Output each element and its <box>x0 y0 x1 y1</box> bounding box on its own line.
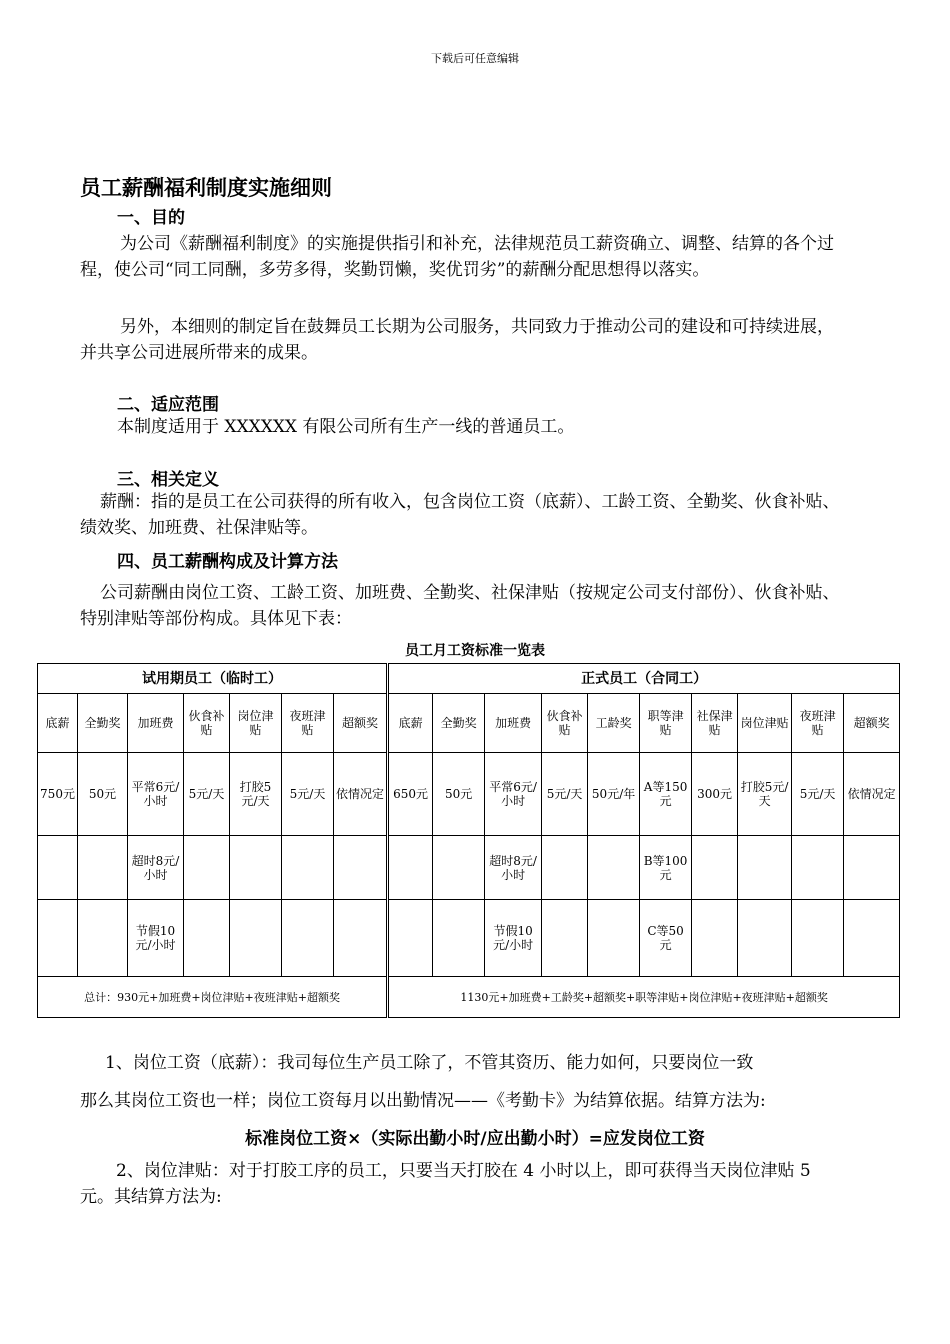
table-cell: 平常6元/小时 <box>485 753 542 836</box>
table-cell: 打胶5元/天 <box>738 753 792 836</box>
table-title: 员工月工资标准一览表 <box>405 643 545 659</box>
section-purpose-paragraph-2 <box>80 314 850 366</box>
column-header: 全勤奖 <box>433 694 485 753</box>
column-header: 超额奖 <box>334 694 388 753</box>
table-cell <box>388 900 433 977</box>
table-total-row <box>38 977 900 1018</box>
table-row <box>38 753 900 836</box>
column-header: 底薪 <box>38 694 78 753</box>
paragraph-text: 为公司《薪酬福利制度》的实施提供指引和补充，法律规范员工薪资确立、调整、结算的各个过程，使公司“同工同酬，多劳多得，奖勤罚懒，奖优罚劣”的薪酬分配思想得以落实。 <box>80 234 834 280</box>
table-cell <box>792 836 844 900</box>
table-cell: 依情况定 <box>844 753 900 836</box>
table-cell: 5元/天 <box>184 753 230 836</box>
table-cell: 依情况定 <box>334 753 388 836</box>
table-cell: 5元/天 <box>282 753 334 836</box>
table-cell: 5元/天 <box>792 753 844 836</box>
paragraph-text: 2、岗位津贴：对于打胶工序的员工，只要当天打胶在 4 小时以上，即可获得当天岗位津贴 5 元。其结算方法为: <box>80 1161 811 1207</box>
table-cell <box>38 900 78 977</box>
column-header: 工龄奖 <box>588 694 640 753</box>
table-cell <box>844 900 900 977</box>
table-cell <box>78 900 128 977</box>
table-cell: 650元 <box>388 753 433 836</box>
table-cell <box>282 836 334 900</box>
table-cell <box>792 900 844 977</box>
section-heading-purpose: 一、目的 <box>117 208 185 228</box>
column-header: 全勤奖 <box>78 694 128 753</box>
column-header: 加班费 <box>485 694 542 753</box>
column-header: 职等津贴 <box>640 694 692 753</box>
column-header: 岗位津贴 <box>230 694 282 753</box>
table-cell: C等50元 <box>640 900 692 977</box>
table-cell <box>184 836 230 900</box>
column-header: 伙食补贴 <box>542 694 588 753</box>
total-formal: 1130元+加班费+工龄奖+超额奖+职等津贴+岗位津贴+夜班津贴+超额奖 <box>388 977 900 1018</box>
column-header: 底薪 <box>388 694 433 753</box>
table-cell: 超时8元/小时 <box>128 836 184 900</box>
table-cell <box>38 836 78 900</box>
section-purpose-paragraph-1 <box>80 231 850 283</box>
table-cell: 节假10元/小时 <box>485 900 542 977</box>
header-note: 下载后可任意编辑 <box>431 52 519 65</box>
table-cell: 打胶5元/天 <box>230 753 282 836</box>
column-header: 伙食补贴 <box>184 694 230 753</box>
table-cell <box>542 836 588 900</box>
paragraph-text: 薪酬：指的是员工在公司获得的所有收入，包含岗位工资（底薪）、工龄工资、全勤奖、伙食补贴、绩效奖、加班费、社保津贴等。 <box>80 492 840 538</box>
column-header: 岗位津贴 <box>738 694 792 753</box>
paragraph-text: 另外，本细则的制定旨在鼓舞员工长期为公司服务，共同致力于推动公司的建设和可持续进展，并共享公司进展所带来的成果。 <box>80 317 834 363</box>
section-scope-paragraph <box>117 414 857 440</box>
table-cell <box>184 900 230 977</box>
table-cell <box>692 836 738 900</box>
table-cell: 50元 <box>433 753 485 836</box>
table-cell <box>334 900 388 977</box>
group-header-formal: 正式员工（合同工） <box>388 664 900 694</box>
section-composition-paragraph <box>80 580 850 632</box>
table-row <box>38 836 900 900</box>
item-position-allowance <box>80 1158 850 1210</box>
table-cell <box>388 836 433 900</box>
section-definitions-paragraph <box>80 489 850 541</box>
table-row <box>38 900 900 977</box>
table-cell <box>78 836 128 900</box>
table-cell <box>282 900 334 977</box>
table-cell <box>692 900 738 977</box>
table-cell <box>230 900 282 977</box>
total-probation: 总计：930元+加班费+岗位津贴+夜班津贴+超额奖 <box>38 977 388 1018</box>
document-title: 员工薪酬福利制度实施细则 <box>80 175 332 200</box>
table-cell <box>334 836 388 900</box>
table-cell: 50元/年 <box>588 753 640 836</box>
table-cell: 300元 <box>692 753 738 836</box>
item-base-salary-line-2: 那么其岗位工资也一样；岗位工资每月以出勤情况——《考勤卡》为结算依据。结算方法为: <box>80 1091 766 1111</box>
table-cell <box>433 836 485 900</box>
table-cell <box>844 836 900 900</box>
table-cell <box>542 900 588 977</box>
base-salary-formula: 标准岗位工资×（实际出勤小时/应出勤小时）=应发岗位工资 <box>245 1129 705 1149</box>
column-header: 超额奖 <box>844 694 900 753</box>
table-cell: 超时8元/小时 <box>485 836 542 900</box>
column-header: 夜班津贴 <box>282 694 334 753</box>
salary-standard-table <box>37 663 900 1018</box>
table-cell: 平常6元/小时 <box>128 753 184 836</box>
table-cell: 节假10元/小时 <box>128 900 184 977</box>
table-cell: 50元 <box>78 753 128 836</box>
section-heading-composition: 四、员工薪酬构成及计算方法 <box>117 552 338 572</box>
table-cell: 5元/天 <box>542 753 588 836</box>
section-heading-definitions: 三、相关定义 <box>117 470 219 490</box>
paragraph-text: 公司薪酬由岗位工资、工龄工资、加班费、全勤奖、社保津贴（按规定公司支付部份）、伙食补贴、特别津贴等部份构成。具体见下表： <box>80 583 840 629</box>
table-cell <box>738 836 792 900</box>
table-cell: 750元 <box>38 753 78 836</box>
table-cell: A等150元 <box>640 753 692 836</box>
table-group-header-row <box>38 664 900 694</box>
paragraph-text: 本制度适用于 XXXXXX 有限公司所有生产一线的普通员工。 <box>117 417 575 437</box>
table-cell <box>738 900 792 977</box>
column-header: 社保津贴 <box>692 694 738 753</box>
table-column-header-row <box>38 694 900 753</box>
table-cell <box>588 836 640 900</box>
column-header: 加班费 <box>128 694 184 753</box>
column-header: 夜班津贴 <box>792 694 844 753</box>
section-heading-scope: 二、适应范围 <box>117 395 219 415</box>
table-cell: B等100元 <box>640 836 692 900</box>
table-cell <box>433 900 485 977</box>
table-cell <box>230 836 282 900</box>
group-header-probation: 试用期员工（临时工） <box>38 664 388 694</box>
item-base-salary-line-1: 1、岗位工资（底薪）：我司每位生产员工除了，不管其资历、能力如何，只要岗位一致 <box>105 1053 754 1073</box>
table-cell <box>588 900 640 977</box>
